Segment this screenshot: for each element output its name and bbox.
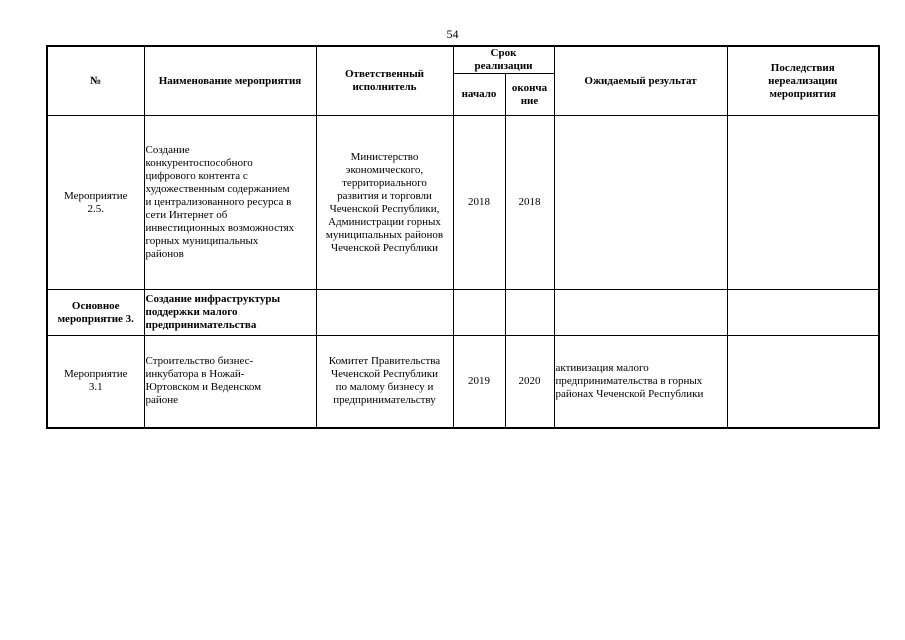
row-num: Основное мероприятие 3. (47, 290, 144, 336)
row-num: Мероприятие 2.5. (47, 116, 144, 290)
row-end: 2020 (505, 336, 554, 428)
row-consequences (727, 116, 879, 290)
table-row (47, 290, 879, 336)
row-result (554, 290, 727, 336)
header-row (47, 46, 879, 74)
header-result: Ожидаемый результат (554, 46, 727, 116)
header-consequences: Последствия нереализации мероприятия (727, 46, 879, 116)
table-row (47, 336, 879, 428)
row-consequences (727, 290, 879, 336)
row-end: 2018 (505, 116, 554, 290)
row-start: 2018 (453, 116, 505, 290)
row-result (554, 116, 727, 290)
measures-table (46, 45, 880, 429)
header-term: Срок реализации (453, 46, 554, 74)
row-end (505, 290, 554, 336)
header-name: Наименование мероприятия (144, 46, 316, 116)
row-start: 2019 (453, 336, 505, 428)
row-name: Создание конкурентоспособного цифрового контента с художественным содержанием и централизованного ресурса в сети Интернет об инвестиционных возможностях горных муниципальных районов (144, 116, 316, 290)
row-consequences (727, 336, 879, 428)
row-start (453, 290, 505, 336)
row-executor: Министерство экономического, территориального развития и торговли Чеченской Республики, Администрации горных муниципальных районов Чеченской Республики (316, 116, 453, 290)
row-executor (316, 290, 453, 336)
header-end: оконча ние (505, 74, 554, 116)
row-result: активизация малого предпринимательства в горных районах Чеченской Республики (554, 336, 727, 428)
row-executor: Комитет Правительства Чеченской Республики по малому бизнесу и предпринимательству (316, 336, 453, 428)
row-num: Мероприятие 3.1 (47, 336, 144, 428)
page-number: 54 (446, 27, 459, 41)
row-name: Строительство бизнес- инкубатора в Ножай- Юртовском и Веденском районе (144, 336, 316, 428)
table-row (47, 116, 879, 290)
header-start: начало (453, 74, 505, 116)
row-name: Создание инфраструктуры поддержки малого предпринимательства (144, 290, 316, 336)
header-num: № (47, 46, 144, 116)
header-executor: Ответственный исполнитель (316, 46, 453, 116)
